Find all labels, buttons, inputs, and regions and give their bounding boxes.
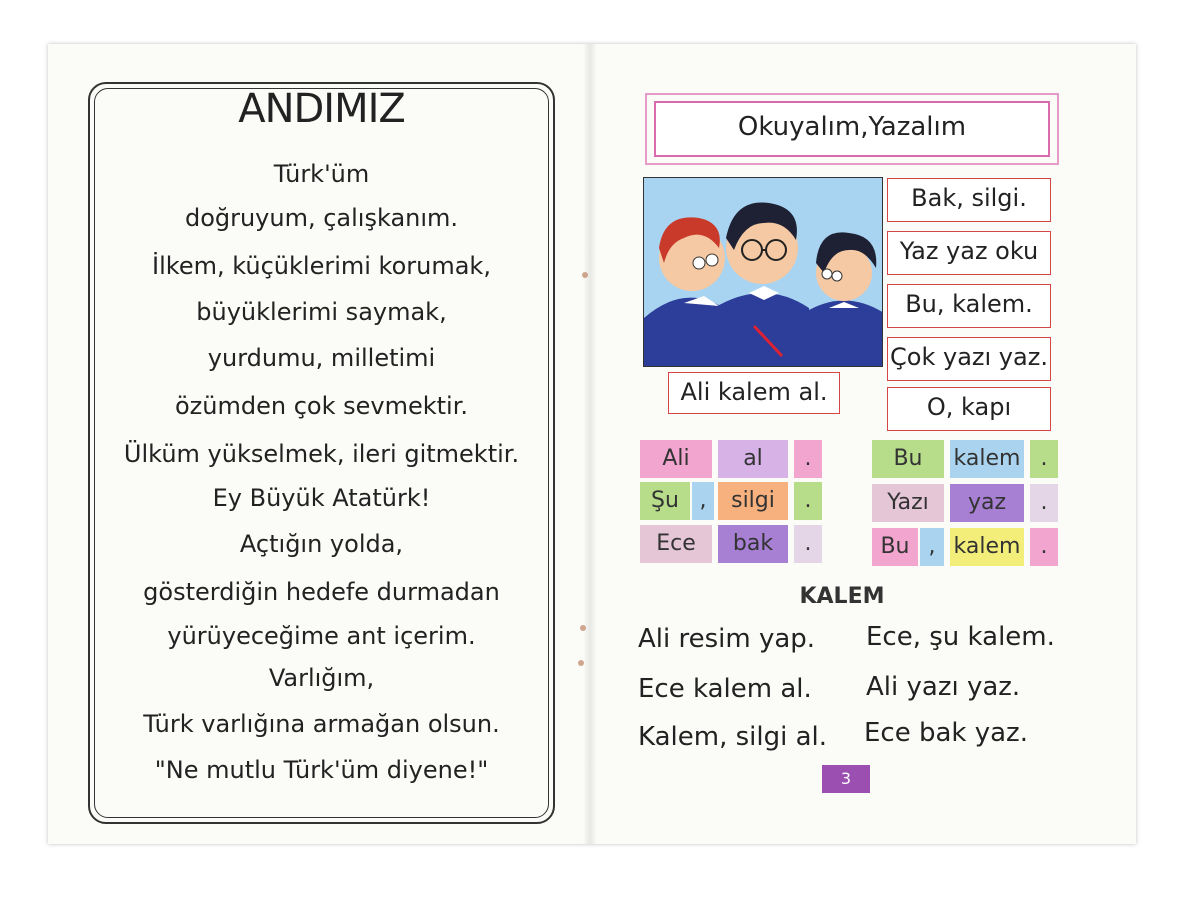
sentence-box <box>887 178 1051 222</box>
sentence-box <box>887 337 1051 381</box>
book-fold <box>583 44 597 844</box>
oath-line: Açtığın yolda, <box>239 530 404 558</box>
oath-line: Ülküm yükselmek, ileri gitmektir. <box>123 440 520 468</box>
reading-line: Ali resim yap. <box>638 624 816 654</box>
word-tile: Bu <box>872 440 944 478</box>
page-number: 3 <box>822 765 870 793</box>
sentence-box <box>887 387 1051 431</box>
word-tile: kalem <box>950 440 1024 478</box>
picture-caption-text: Ali kalem al. <box>680 378 828 406</box>
oath-line: Türk'üm <box>273 160 370 188</box>
word-tile: al <box>718 440 788 478</box>
word-tile: silgi <box>718 482 788 520</box>
reading-line: Kalem, silgi al. <box>638 722 828 752</box>
word-tile: , <box>920 528 944 566</box>
reading-line: Ali yazı yaz. <box>866 672 1021 702</box>
word-tile: . <box>1030 484 1058 522</box>
word-tile: bak <box>718 525 788 563</box>
oath-line: doğruyum, çalışkanım. <box>184 204 459 232</box>
children-illustration <box>643 177 883 367</box>
oath-line: Ey Büyük Atatürk! <box>212 484 431 512</box>
sentence-text: Bak, silgi. <box>911 184 1027 212</box>
word-tile: Ece <box>640 525 712 563</box>
reading-line: Ece bak yaz. <box>864 718 1028 748</box>
word-tile: yaz <box>950 484 1024 522</box>
oath-line: Türk varlığına armağan olsun. <box>143 710 500 738</box>
lesson-title: Okuyalım,Yazalım <box>737 112 967 142</box>
section-title: KALEM <box>799 584 885 609</box>
oath-line: yurdumu, milletimi <box>207 344 436 372</box>
oath-line: büyüklerimi saymak, <box>196 298 447 326</box>
word-tile: Bu <box>872 528 918 566</box>
page-title: ANDIMIZ <box>238 86 405 132</box>
word-tile: . <box>794 482 822 520</box>
word-tile: Ali <box>640 440 712 478</box>
oath-line: yürüyeceğime ant içerim. <box>167 622 476 650</box>
oath-line: özümden çok sevmektir. <box>174 392 468 420</box>
oath-line: "Ne mutlu Türk'üm diyene!" <box>154 756 489 784</box>
word-tile: . <box>1030 528 1058 566</box>
word-tile: , <box>692 482 714 520</box>
paper-stain <box>578 660 584 666</box>
word-tile: . <box>794 525 822 563</box>
sentence-text: Bu, kalem. <box>905 290 1033 318</box>
word-tile: kalem <box>950 528 1024 566</box>
children-drawing <box>644 178 883 367</box>
oath-line: İlkem, küçüklerimi korumak, <box>152 252 491 280</box>
picture-caption <box>668 372 840 414</box>
sentence-box <box>887 284 1051 328</box>
oath-line: gösterdiğin hedefe durmadan <box>143 578 500 606</box>
word-tile: . <box>1030 440 1058 478</box>
sentence-text: Yaz yaz oku <box>899 237 1039 265</box>
word-tile: Yazı <box>872 484 944 522</box>
oath-line: Varlığım, <box>268 664 375 692</box>
sentence-box <box>887 231 1051 275</box>
paper-stain <box>582 272 588 278</box>
sentence-text: O, kapı <box>926 393 1012 421</box>
paper-stain <box>580 625 586 631</box>
reading-line: Ece kalem al. <box>638 674 812 704</box>
reading-line: Ece, şu kalem. <box>866 622 1055 652</box>
word-tile: . <box>794 440 822 478</box>
sentence-text: Çok yazı yaz. <box>890 343 1048 371</box>
word-tile: Şu <box>640 482 690 520</box>
